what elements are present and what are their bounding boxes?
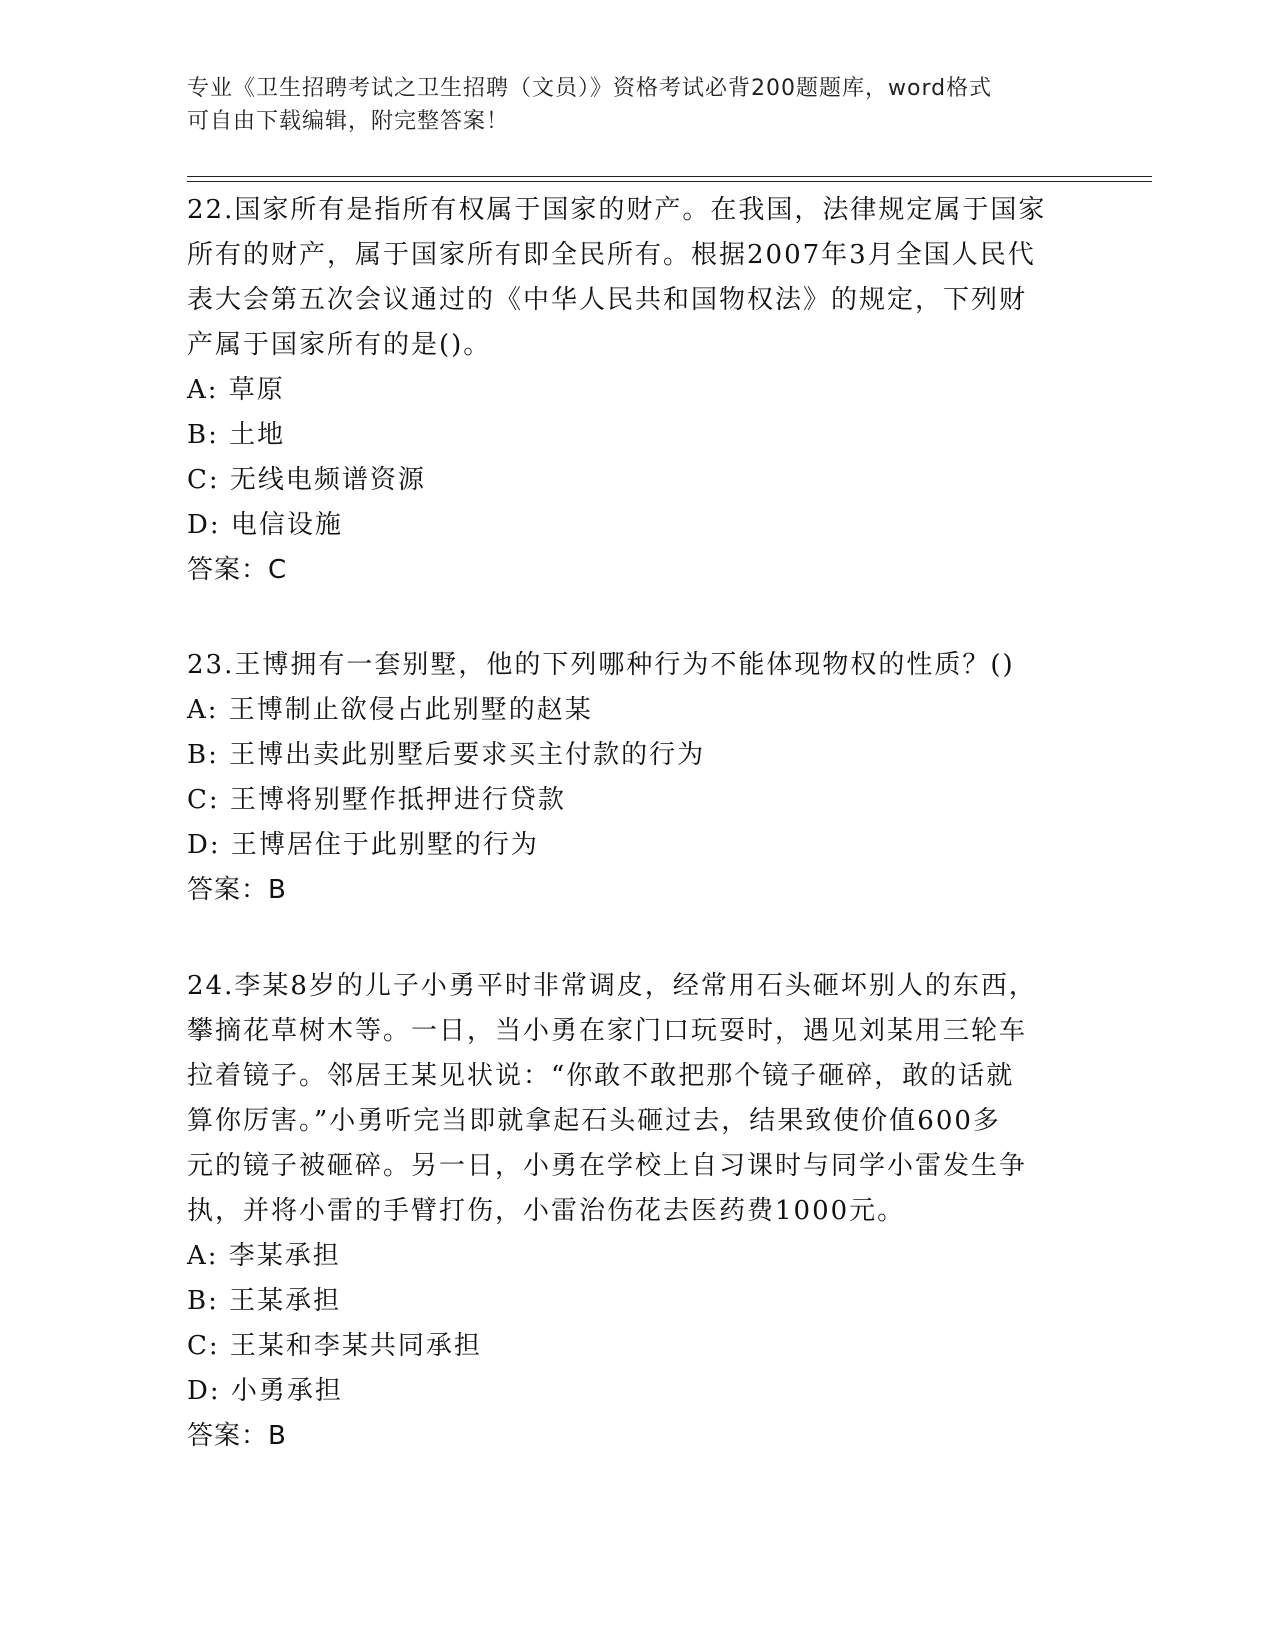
- option-b: B: 王博出卖此别墅后要求买主付款的行为: [187, 740, 706, 770]
- question-stem-line: 所有的财产，属于国家所有即全民所有。根据2007年3月全国人民代: [187, 240, 1036, 270]
- question-stem-line: 执，并将小雷的手臂打伤，小雷治伤花去医药费1000元。: [187, 1196, 906, 1226]
- option-d: D: 王博居住于此别墅的行为: [187, 830, 539, 860]
- option-b: B: 土地: [187, 420, 286, 450]
- question-stem-line: 22.国家所有是指所有权属于国家的财产。在我国，法律规定属于国家: [187, 195, 1047, 225]
- option-b: B: 王某承担: [187, 1286, 342, 1316]
- option-c: C: 无线电频谱资源: [187, 465, 426, 495]
- question-stem-line: 23.王博拥有一套别墅，他的下列哪种行为不能体现物权的性质？(): [187, 650, 1015, 680]
- question-stem-line: 拉着镜子。邻居王某见状说：“你敢不敢把那个镜子砸碎，敢的话就: [187, 1061, 1015, 1091]
- question-24: [187, 964, 1087, 1459]
- option-a: A: 李某承担: [187, 1241, 341, 1271]
- header-line-2: 可自由下载编辑，附完整答案！: [187, 109, 510, 134]
- question-stem-line: 算你厉害。”小勇听完当即就拿起石头砸过去，结果致使价值600多: [187, 1106, 1001, 1136]
- option-a: A: 草原: [187, 375, 285, 405]
- option-c: C: 王博将别墅作抵押进行贷款: [187, 785, 566, 815]
- header-divider-top: [187, 176, 1152, 177]
- header-divider-bottom: [187, 181, 1152, 182]
- question-stem-line: 产属于国家所有的是()。: [187, 330, 492, 360]
- option-c: C: 王某和李某共同承担: [187, 1331, 482, 1361]
- header-line-1: 专业《卫生招聘考试之卫生招聘（文员）》资格考试必背200题题库，word格式: [187, 76, 993, 101]
- document-header: [187, 72, 1087, 138]
- question-22: [187, 188, 1087, 593]
- answer-label: 答案：B: [187, 1421, 287, 1451]
- question-23: [187, 643, 1087, 913]
- question-stem-line: 24.李某8岁的儿子小勇平时非常调皮，经常用石头砸坏别人的东西，: [187, 971, 1037, 1001]
- question-stem-line: 攀摘花草树木等。一日，当小勇在家门口玩耍时，遇见刘某用三轮车: [187, 1016, 1028, 1046]
- option-d: D: 电信设施: [187, 510, 343, 540]
- question-stem-line: 表大会第五次会议通过的《中华人民共和国物权法》的规定，下列财: [187, 285, 1028, 315]
- answer-label: 答案：B: [187, 875, 287, 905]
- option-a: A: 王博制止欲侵占此别墅的赵某: [187, 695, 593, 725]
- option-d: D: 小勇承担: [187, 1376, 343, 1406]
- question-stem-line: 元的镜子被砸碎。另一日，小勇在学校上自习课时与同学小雷发生争: [187, 1151, 1028, 1181]
- answer-label: 答案：C: [187, 555, 288, 585]
